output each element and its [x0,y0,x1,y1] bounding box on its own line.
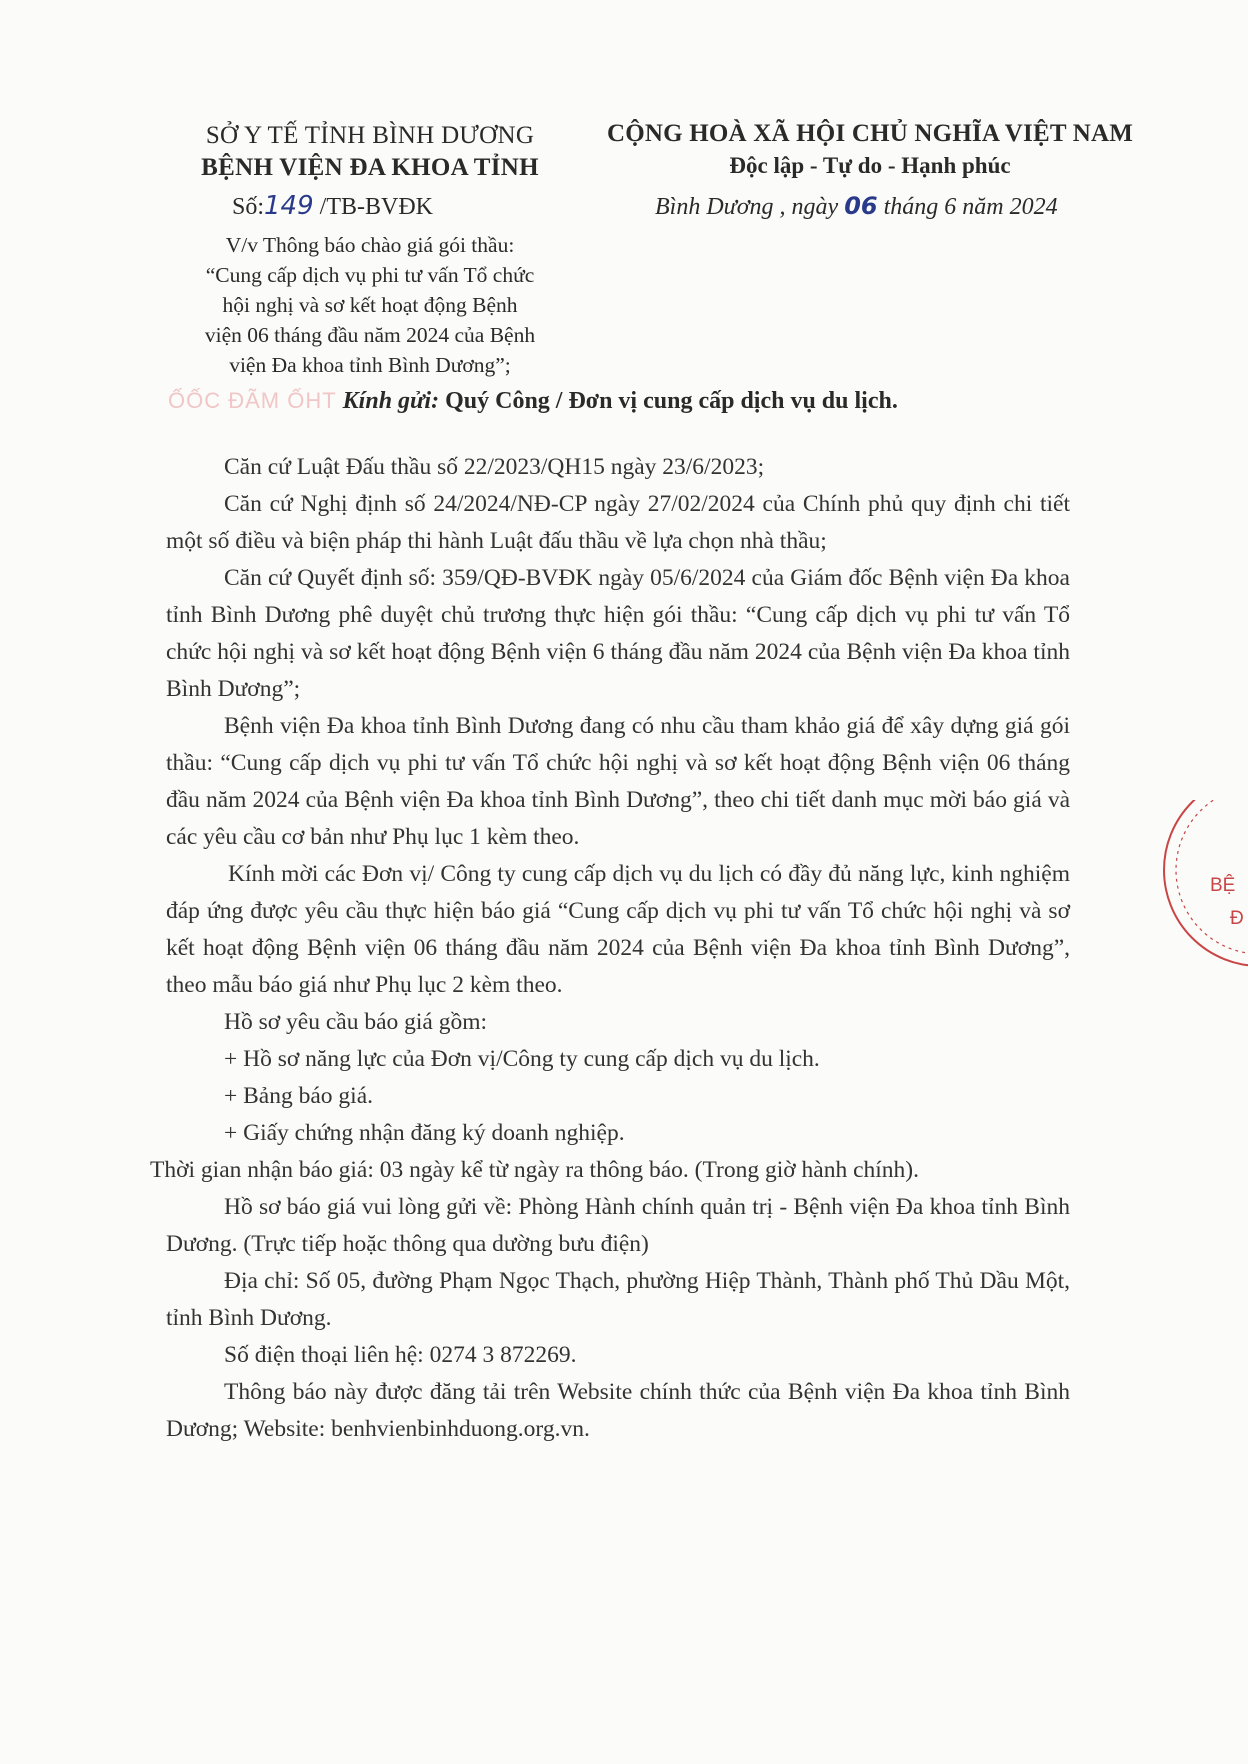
requirement-item: + Hồ sơ năng lực của Đơn vị/Công ty cung cấp dịch vụ du lịch. [224,1046,820,1072]
seal-icon [1150,800,1248,1000]
requirement-item: + Giấy chứng nhận đăng ký doanh nghiệp. [224,1120,625,1146]
requirement-item: + Bảng báo giá. [224,1083,373,1109]
seal-text: Đ [1230,908,1244,929]
phone-paragraph: Số điện thoại liên hệ: 0274 3 872269. [224,1342,577,1368]
legal-basis-paragraph: Căn cứ Quyết định số: 359/QĐ-BVĐK ngày 05/6/2024 của Giám đốc Bệnh viện Đa khoa tỉnh Bình Dương phê duyệt chủ trương thực hiện gói thầu: “Cung cấp dịch vụ phi tư vấn Tổ chức hội nghị và sơ kết hoạt động Bệnh viện 6 tháng đầu năm 2024 của Bệnh viện Đa khoa tỉnh Bình Dương”; [166,565,1070,702]
subject-line: viện 06 tháng đầu năm 2024 của Bệnh [204,323,536,347]
subject-block [160,230,580,380]
recipient-line [168,385,1068,417]
requirements-heading: Hồ sơ yêu cầu báo giá gồm: [224,1009,488,1035]
subject-line: viện Đa khoa tỉnh Bình Dương”; [229,353,511,377]
submission-paragraph: Hồ sơ báo giá vui lòng gửi về: Phòng Hành chính quản trị - Bệnh viện Đa khoa tỉnh Bình Dương. (Trực tiếp hoặc thông qua dường bưu điện) [166,1194,1070,1257]
subject-line: V/v Thông báo chào giá gói thầu: [225,233,515,257]
red-seal-stamp [1150,800,1248,1000]
date-prefix: Bình Dương , ngày [655,194,845,220]
national-motto: Độc lập - Tự do - Hạnh phúc [729,153,1011,178]
handwritten-day: 06 [844,192,878,220]
deadline-paragraph: Thời gian nhận báo giá: 03 ngày kể từ ngày ra thông báo. (Trong giờ hành chính). [150,1157,919,1183]
department-name: SỞ Y TẾ TỈNH BÌNH DƯƠNG [205,122,535,149]
number-prefix: Số: [232,194,265,220]
recipient-value: Quý Công / Đơn vị cung cấp dịch vụ du lịch. [439,388,898,414]
national-header [590,118,1150,182]
invitation-paragraph: Kính mời các Đơn vị/ Công ty cung cấp dịch vụ du lịch có đầy đủ năng lực, kinh nghiệm đáp ứng được yêu cầu thực hiện báo giá “Cung cấp dịch vụ phi tư vấn Tổ chức hội nghị và sơ kết hoạt động Bệnh viện 06 tháng đầu năm 2024 của Bệnh viện Đa khoa tỉnh Bình Dương”, theo mẫu báo giá như Phụ lục 2 kèm theo. [166,861,1070,998]
subject-line: “Cung cấp dịch vụ phi tư vấn Tổ chức [205,263,535,287]
legal-basis-paragraph: Căn cứ Nghị định số 24/2024/NĐ-CP ngày 27/02/2024 của Chính phủ quy định chi tiết một số điều và biện pháp thi hành Luật đấu thầu về lựa chọn nhà thầu; [166,491,1070,554]
date-suffix: tháng 6 năm 2024 [877,194,1058,220]
faded-stamp-text: ỐỐC ĐÃM ỐHT [168,388,337,413]
nation-name: CỘNG HOÀ XÃ HỘI CHỦ NGHĨA VIỆT NAM [606,120,1134,147]
document-body [150,449,1070,1448]
seal-text: BỆ [1210,875,1236,896]
issuer-header [165,120,575,184]
recipient-label: Kính gửi: [342,388,440,414]
address-paragraph: Địa chỉ: Số 05, đường Phạm Ngọc Thạch, phường Hiệp Thành, Thành phố Thủ Dầu Một, tỉnh Bình Dương. [166,1268,1070,1331]
subject-line: hội nghị và sơ kết hoạt động Bệnh [222,293,518,317]
website-paragraph: Thông báo này được đăng tải trên Website chính thức của Bệnh viện Đa khoa tỉnh Bình Dương; Website: benhvienbinhduong.org.vn. [166,1379,1070,1442]
handwritten-number: 149 [264,191,314,221]
legal-basis-paragraph: Căn cứ Luật Đấu thầu số 22/2023/QH15 ngày 23/6/2023; [224,454,765,480]
number-suffix: /TB-BVĐK [313,194,433,220]
document-number [232,190,433,223]
body-paragraph: Bệnh viện Đa khoa tỉnh Bình Dương đang có nhu cầu tham khảo giá để xây dựng giá gói thầu: “Cung cấp dịch vụ phi tư vấn Tổ chức hội nghị và sơ kết hoạt động Bệnh viện 06 tháng đầu năm 2024 của Bệnh viện Đa khoa tỉnh Bình Dương”, theo chi tiết danh mục mời báo giá và các yêu cầu cơ bản như Phụ lục 1 kèm theo. [166,713,1070,850]
document-date [655,190,1058,223]
hospital-name: BỆNH VIỆN ĐA KHOA TỈNH [201,154,539,181]
